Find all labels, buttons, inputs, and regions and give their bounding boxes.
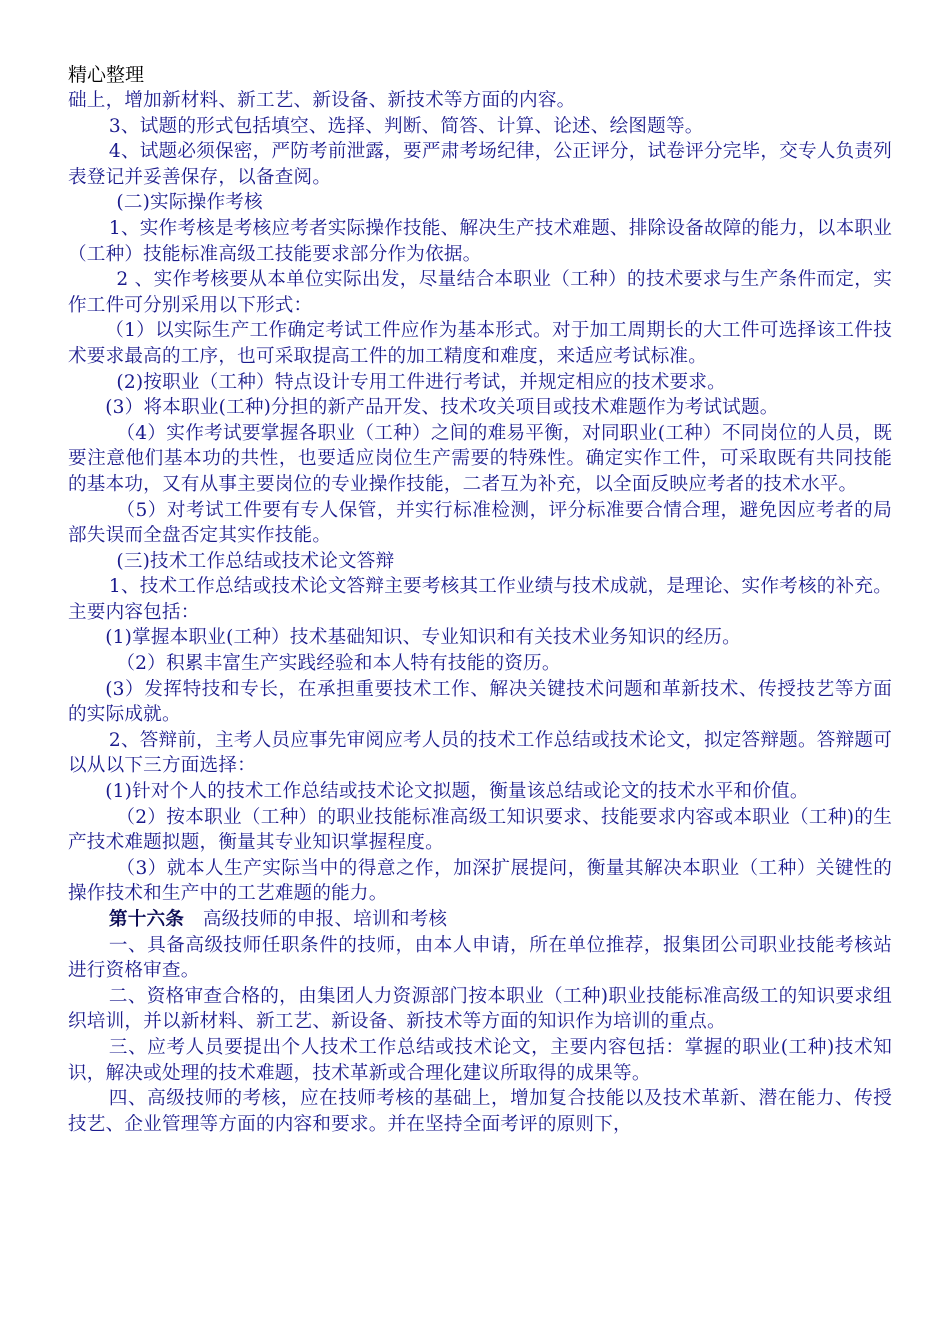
paragraph: 1、技术工作总结或技术论文答辩主要考核其工作业绩与技术成就，是理论、实作考核的补充。主要内容包括：: [68, 576, 892, 623]
section-heading: (三)技术工作总结或技术论文答辩: [116, 550, 395, 572]
paragraph: 2 、实作考核要从本单位实际出发，尽量结合本职业（工种）的技术要求与生产条件而定，实作工件可分别采用以下形式：: [68, 269, 892, 316]
paragraph: (3）发挥特技和专长，在承担重要技术工作、解决关键技术问题和革新技术、传授技艺等方面的实际成就。: [68, 678, 892, 726]
paragraph: (2)按职业（工种）特点设计专用工件进行考试，并规定相应的技术要求。: [116, 371, 726, 393]
paragraph: （2）按本职业（工种）的职业技能标准高级工知识要求、技能要求内容或本职业（工种)的生产技术难题拟题，衡量其专业知识掌握程度。: [68, 806, 892, 854]
paragraph: 1、实作考核是考核应考者实际操作技能、解决生产技术难题、排除设备故障的能力，以本职业（工种）技能标准高级工技能要求部分作为依据。: [68, 217, 892, 265]
paragraph: (1)针对个人的技术工作总结或技术论文拟题，衡量该总结或论文的技术水平和价值。: [105, 781, 809, 803]
paragraph: 二、资格审查合格的，由集团人力资源部门按本职业（工种)职业技能标准高级工的知识要求组织培训，并以新材料、新工艺、新设备、新技术等方面的知识作为培训的重点。: [68, 985, 892, 1033]
paragraph: 2、答辩前，主考人员应事先审阅应考人员的技术工作总结或技术论文，拟定答辩题。答辩题可以从以下三方面选择：: [68, 729, 892, 777]
paragraph: （2）积累丰富生产实践经验和本人特有技能的资历。: [116, 653, 561, 675]
page-header: 精心整理: [68, 64, 145, 86]
document-body: [68, 88, 892, 1137]
paragraph: (1)掌握本职业(工种）技术基础知识、专业知识和有关技术业务知识的经历。: [105, 627, 741, 649]
paragraph: 三、应考人员要提出个人技术工作总结或技术论文，主要内容包括：掌握的职业(工种)技术知识，解决或处理的技术难题，技术革新或合理化建议所取得的成果等。: [68, 1036, 892, 1084]
paragraph: 础上，增加新材料、新工艺、新设备、新技术等方面的内容。: [68, 90, 576, 111]
paragraph: (3）将本职业(工种)分担的新产品开发、技术攻关项目或技术难题作为考试试题。: [105, 397, 779, 419]
paragraph: 一、具备高级技师任职条件的技师，由本人申请，所在单位推荐，报集团公司职业技能考核站进行资格审查。: [68, 934, 892, 982]
section-heading: (二)实际操作考核: [116, 192, 263, 214]
article-number: 第十六条: [108, 909, 185, 930]
paragraph: 四、高级技师的考核，应在技师考核的基础上，增加复合技能以及技术革新、潜在能力、传授技艺、企业管理等方面的内容和要求。并在坚持全面考评的原则下，: [68, 1088, 892, 1135]
article-heading: [68, 907, 892, 933]
paragraph: （5）对考试工件要有专人保管，并实行标准检测，评分标准要合情合理，避免因应考者的局部失误而全盘否定其实作技能。: [68, 499, 892, 547]
paragraph: 3、试题的形式包括填空、选择、判断、简答、计算、论述、绘图题等。: [108, 115, 704, 137]
paragraph: 4、试题必须保密，严防考前泄露，要严肃考场纪律，公正评分，试卷评分完毕，交专人负责列表登记并妥善保存，以备查阅。: [68, 141, 892, 188]
paragraph: （4）实作考试要掌握各职业（工种）之间的难易平衡，对同职业(工种）不同岗位的人员，既要注意他们基本功的共性，也要适应岗位生产需要的特殊性。确定实作工件，可采取既有共同技能的基本功，又有从事主要岗位的专业操作技能，二者互为补充，以全面反映应考者的技术水平。: [68, 422, 892, 495]
paragraph: （3）就本人生产实际当中的得意之作，加深扩展提问，衡量其解决本职业（工种）关键性的操作技术和生产中的工艺难题的能力。: [68, 857, 892, 905]
article-title: 高级技师的申报、培训和考核: [202, 909, 448, 930]
paragraph: （1）以实际生产工作确定考试工件应作为基本形式。对于加工周期长的大工件可选择该工件技术要求最高的工序，也可采取提高工件的加工精度和难度，来适应考试标准。: [68, 320, 892, 367]
